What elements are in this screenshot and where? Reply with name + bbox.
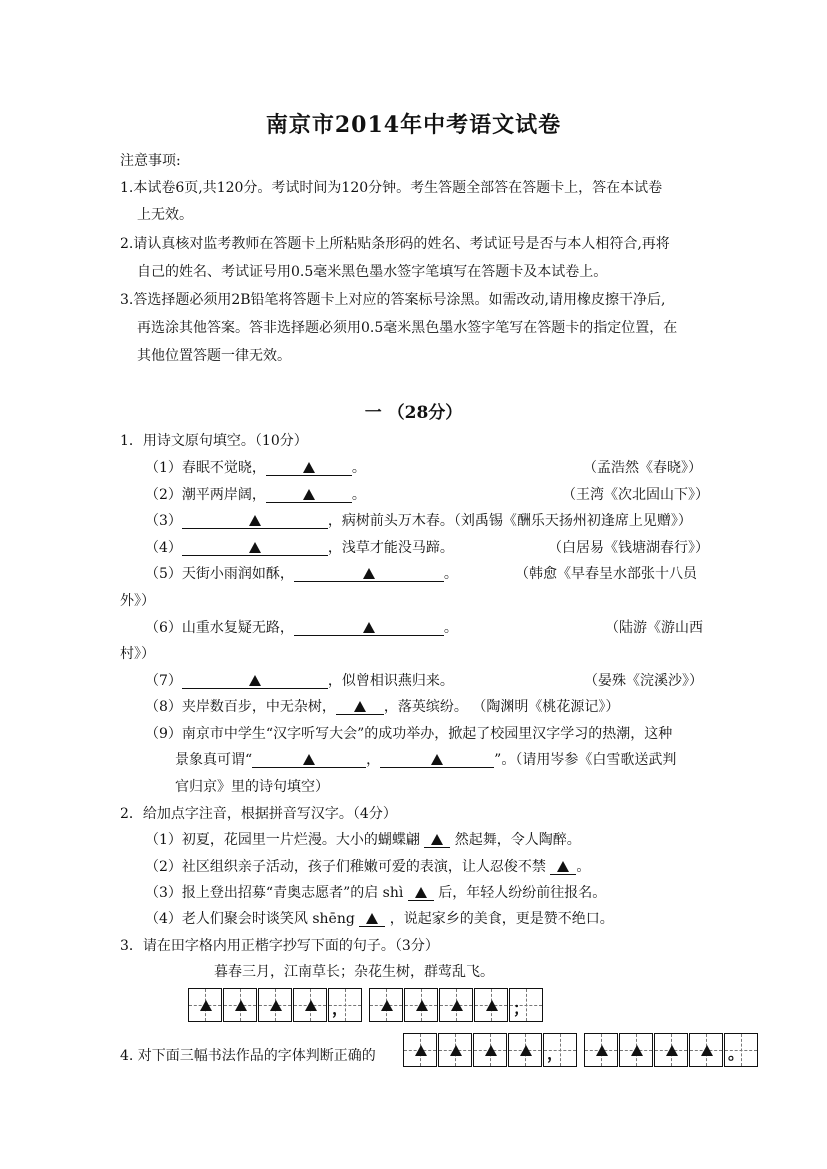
punctuation-mark: ；: [513, 999, 530, 1018]
triangle-icon: [354, 701, 366, 712]
triangle-icon: [450, 1045, 462, 1056]
grid-cell[interactable]: [293, 988, 327, 1022]
triangle-icon: [249, 542, 261, 553]
triangle-icon: [366, 913, 378, 924]
triangle-icon: [431, 834, 443, 845]
answer-blank[interactable]: [266, 486, 352, 503]
grid-cell[interactable]: [369, 988, 403, 1022]
notice-item-3-cont1: 再选涂其他答案。答非选择题必须用0.5毫米黑色墨水签字笔写在答题卡的指定位置，在: [137, 320, 678, 336]
q3-stem: 3．请在田字格内用正楷字抄写下面的句子。（3分）: [120, 938, 439, 954]
grid-cell[interactable]: [438, 1033, 472, 1067]
triangle-icon: [557, 861, 569, 872]
q1-item-5-source: （韩愈《早春呈水部张十八员: [515, 566, 697, 582]
q1-item-4-text: （4）: [145, 540, 182, 556]
answer-blank[interactable]: [550, 858, 576, 875]
grid-cell[interactable]: [473, 1033, 507, 1067]
triangle-icon: [381, 1000, 393, 1011]
grid-cell[interactable]: [509, 988, 543, 1022]
q2-item-2: （2）社区组织亲子活动，孩子们稚嫩可爱的表演，让人忍俊不禁 。: [145, 859, 591, 875]
answer-blank[interactable]: [359, 910, 385, 927]
grid-cell[interactable]: [403, 1033, 437, 1067]
triangle-icon: [305, 1000, 317, 1011]
answer-blank[interactable]: [182, 672, 328, 689]
q1-item-2-source: （王湾《次北固山下》）: [562, 487, 709, 503]
copy-grid-row-1: [188, 988, 544, 1022]
page-title: 南京市2014年中考语文试卷: [265, 112, 562, 138]
triangle-icon: [249, 675, 261, 686]
grid-cell[interactable]: [584, 1033, 618, 1067]
notice-item-2: 2.请认真核对监考教师在答题卡上所粘贴条形码的姓名、考试证号是否与本人相符合,再将: [120, 236, 670, 252]
answer-blank[interactable]: [182, 539, 328, 556]
q1-item-6-text: （6）山重水复疑无路，: [145, 620, 294, 636]
notice-item-1-cont: 上无效。: [137, 207, 193, 223]
triangle-icon: [451, 1000, 463, 1011]
q1-item-7: （7） ，似曾相识燕归来。: [145, 673, 454, 689]
q3-sentence: 暮春三月，江南草长；杂花生树，群莺乱飞。: [214, 964, 494, 980]
triangle-icon: [270, 1000, 282, 1011]
notice-heading: 注意事项:: [120, 153, 181, 169]
q1-item-5-wrap: 外》）: [120, 593, 155, 609]
q1-item-8: （8）夹岸数百步，中无杂树， ，落英缤纷。 （陶渊明《桃花源记》）: [145, 699, 620, 715]
answer-blank[interactable]: [336, 698, 384, 715]
q2-item-3: （3）报上登出招募“青奥志愿者”的启 shì 后，年轻人纷纷前往报名。: [145, 885, 607, 901]
grid-cell[interactable]: [619, 1033, 653, 1067]
punctuation-mark: ，: [332, 999, 349, 1018]
answer-blank[interactable]: [380, 751, 494, 768]
triangle-icon: [431, 754, 443, 765]
triangle-icon: [303, 462, 315, 473]
q1-item-2: （2）潮平两岸阔， 。: [145, 487, 366, 503]
triangle-icon: [303, 754, 315, 765]
q2-item-4: （4）老人们聚会时谈笑风 shēng ，说起家乡的美食，更是赞不绝口。: [145, 911, 614, 927]
q2-item-1: （1）初夏，花园里一片烂漫。大小的蝴蝶翩 然起舞，令人陶醉。: [145, 832, 581, 848]
answer-blank[interactable]: [252, 751, 366, 768]
punctuation-mark: 。: [728, 1044, 745, 1063]
q1-item-1-text: （1）春眠不觉晓，: [145, 460, 266, 476]
grid-cell[interactable]: [508, 1033, 542, 1067]
grid-cell[interactable]: [404, 988, 438, 1022]
q1-item-6: （6）山重水复疑无路， 。: [145, 620, 458, 636]
triangle-icon: [363, 622, 375, 633]
notice-item-3-cont2: 其他位置答题一律无效。: [137, 348, 291, 364]
q1-item-6-wrap: 村》）: [120, 646, 155, 662]
grid-cell[interactable]: [439, 988, 473, 1022]
grid-cell[interactable]: [543, 1033, 577, 1067]
triangle-icon: [701, 1045, 713, 1056]
answer-blank[interactable]: [294, 619, 444, 636]
q1-stem: 1．用诗文原句填空。（10分）: [120, 433, 308, 449]
triangle-icon: [596, 1045, 608, 1056]
q1-item-8-text: （8）夹岸数百步，中无杂树，: [145, 699, 336, 715]
q1-item-7-source: （晏殊《浣溪沙》）: [584, 673, 703, 689]
grid-cell[interactable]: [258, 988, 292, 1022]
triangle-icon: [486, 1000, 498, 1011]
triangle-icon: [249, 515, 261, 526]
answer-blank[interactable]: [424, 831, 450, 848]
q1-item-9-line2: 景象真可谓“ ， ”。（请用岑参《白雪歌送武判: [175, 752, 677, 768]
triangle-icon: [485, 1045, 497, 1056]
answer-blank[interactable]: [182, 512, 328, 529]
grid-cell[interactable]: [654, 1033, 688, 1067]
q1-item-4-source: （白居易《钱塘湖春行》）: [548, 540, 709, 556]
q1-item-4: （4） ，浅草才能没马蹄。: [145, 540, 454, 556]
section-heading: 一 （28分）: [364, 403, 463, 423]
notice-item-3: 3.答选择题必须用2B铅笔将答题卡上对应的答案标号涂黑。如需改动,请用橡皮擦干净后,: [120, 292, 666, 308]
q1-item-7-text: （7）: [145, 673, 182, 689]
grid-cell[interactable]: [689, 1033, 723, 1067]
answer-blank[interactable]: [294, 565, 444, 582]
triangle-icon: [303, 489, 315, 500]
q1-item-5: （5）天街小雨润如酥， 。: [145, 566, 458, 582]
triangle-icon: [415, 1045, 427, 1056]
grid-cell[interactable]: [474, 988, 508, 1022]
q1-item-1: （1）春眠不觉晓， 。: [145, 460, 366, 476]
triangle-icon: [520, 1045, 532, 1056]
q1-item-3: （3） ，病树前头万木春。（刘禹锡《酬乐天扬州初逢席上见赠》）: [145, 513, 692, 529]
notice-item-1: 1.本试卷6页,共120分。考试时间为120分钟。考生答题全部答在答题卡上，答在本试卷: [120, 180, 663, 196]
q1-item-9-line1: （9）南京市中学生“汉字听写大会”的成功举办，掀起了校园里汉字学习的热潮，这种: [145, 726, 673, 742]
grid-cell[interactable]: [223, 988, 257, 1022]
triangle-icon: [631, 1045, 643, 1056]
grid-cell[interactable]: [724, 1033, 758, 1067]
q1-item-1-source: （孟浩然《春晓》）: [583, 460, 702, 476]
triangle-icon: [416, 1000, 428, 1011]
punctuation-mark: ，: [547, 1044, 564, 1063]
q1-item-3-text: （3）: [145, 513, 182, 529]
triangle-icon: [235, 1000, 247, 1011]
grid-cell[interactable]: [188, 988, 222, 1022]
triangle-icon: [200, 1000, 212, 1011]
q1-item-5-text: （5）天街小雨润如酥，: [145, 566, 294, 582]
q2-stem: 2．给加点字注音，根据拼音写汉字。（4分）: [120, 806, 397, 822]
answer-blank[interactable]: [408, 884, 434, 901]
notice-item-2-cont: 自己的姓名、考试证号用0.5毫米黑色墨水签字笔填写在答题卡及本试卷上。: [137, 264, 608, 280]
answer-blank[interactable]: [266, 459, 352, 476]
q1-item-6-source: （陆游《游山西: [605, 620, 703, 636]
triangle-icon: [415, 887, 427, 898]
q4-stem: 4. 对下面三幅书法作品的字体判断正确的: [120, 1048, 376, 1064]
copy-grid-row-2: [403, 1033, 759, 1067]
triangle-icon: [363, 568, 375, 579]
q1-item-9-line3: 官归京》里的诗句填空）: [175, 779, 329, 795]
q1-item-2-text: （2）潮平两岸阔，: [145, 487, 266, 503]
triangle-icon: [666, 1045, 678, 1056]
grid-cell[interactable]: [328, 988, 362, 1022]
